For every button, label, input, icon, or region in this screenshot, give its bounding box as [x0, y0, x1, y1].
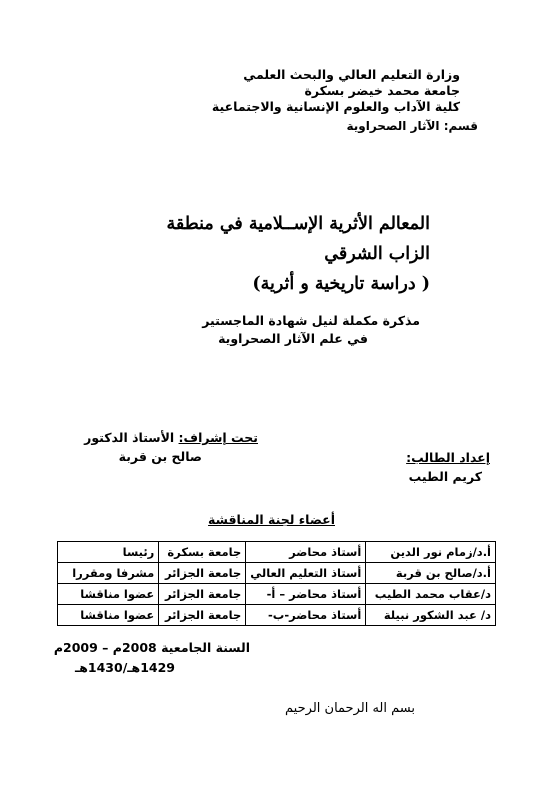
member-university: جامعة الجزائر: [159, 563, 246, 584]
member-rank: أستاذ محاضر – أ-: [246, 584, 366, 605]
table-row: [58, 584, 496, 605]
basmala: بسم اله الرحمان الرحيم: [285, 701, 415, 716]
ministry-name: وزارة التعليم العالي والبحث العلمي: [243, 67, 460, 82]
student-label: إعداد الطالب:: [406, 450, 490, 465]
member-university: جامعة الجزائر: [159, 605, 246, 626]
member-role: عضوا مناقشا: [58, 605, 159, 626]
student-name: كريم الطيب: [408, 469, 482, 484]
committee-table: [57, 541, 496, 626]
thesis-title-line-2: الزاب الشرقي: [324, 244, 430, 264]
member-name: أ.د/صالح بن قربة: [366, 563, 496, 584]
member-rank: أستاذ محاضر: [246, 542, 366, 563]
thesis-title-line-1: المعالم الأثرية الإســلامية في منطقة: [166, 214, 430, 234]
department-name: قسم: الآثار الصحراوية: [346, 119, 478, 133]
member-rank: أستاذ التعليم العالي: [246, 563, 366, 584]
supervision-label: تحت إشراف:: [178, 430, 258, 445]
member-university: جامعة بسكرة: [159, 542, 246, 563]
supervisor-name: صالح بن قربة: [118, 449, 202, 464]
member-role: رئيسا: [58, 542, 159, 563]
member-role: مشرفا ومقررا: [58, 563, 159, 584]
member-name: أ.د/زمام نور الدين: [366, 542, 496, 563]
member-university: جامعة الجزائر: [159, 584, 246, 605]
member-name: د/عقاب محمد الطيب: [366, 584, 496, 605]
university-name: جامعة محمد خيضر بسكرة: [304, 83, 460, 98]
member-rank: أستاذ محاضر-ب-: [246, 605, 366, 626]
academic-year-gregorian: السنة الجامعية 2008م – 2009م: [53, 640, 250, 655]
table-row: [58, 542, 496, 563]
supervisor-role: الأستاذ الدكتور: [84, 430, 175, 445]
member-role: عضوا مناقشا: [58, 584, 159, 605]
thesis-degree-line-1: مذكرة مكملة لنيل شهادة الماجستير: [202, 313, 420, 328]
thesis-degree-line-2: في علم الآثار الصحراوية: [218, 331, 368, 346]
table-row: [58, 605, 496, 626]
supervision-block: [84, 430, 258, 445]
thesis-title-line-3: ( دراسة تاريخية و أثرية): [252, 274, 430, 294]
table-row: [58, 563, 496, 584]
member-name: د/ عبد الشكور نبيلة: [366, 605, 496, 626]
faculty-name: كلية الآداب والعلوم الإنسانية والاجتماعية: [211, 99, 460, 114]
academic-year-hijri: 1429هـ/1430هـ: [74, 660, 175, 675]
committee-heading: أعضاء لجنة المناقشة: [208, 512, 335, 527]
